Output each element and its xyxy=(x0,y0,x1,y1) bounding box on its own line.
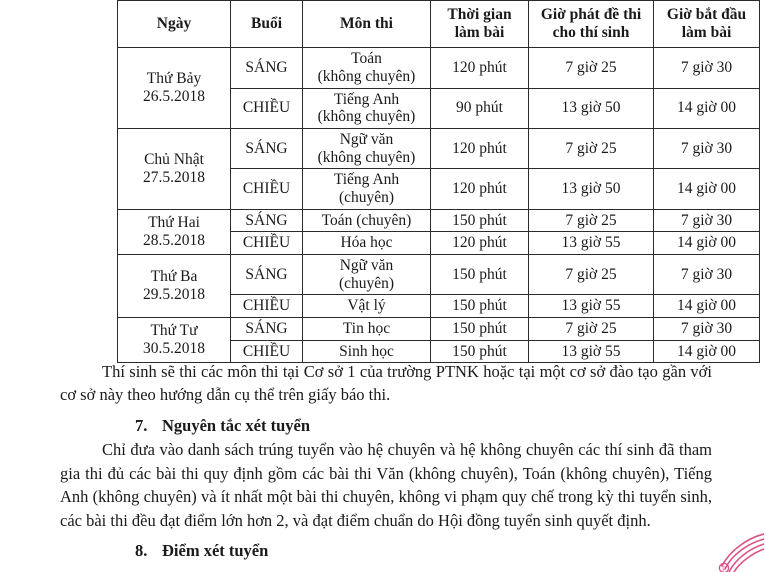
header-text-mon-thi: Môn thi xyxy=(340,15,393,32)
section-title-7: Nguyên tắc xét tuyển xyxy=(162,416,310,435)
session-cell: CHIỀU xyxy=(231,295,303,318)
session-cell: SÁNG xyxy=(231,254,303,294)
day-name: Thứ Tư xyxy=(150,322,197,339)
subject-cell xyxy=(303,88,431,128)
subject-qualifier: (chuyên) xyxy=(305,189,428,207)
day-cell xyxy=(118,128,231,209)
subject-main: Hóa học xyxy=(305,234,428,252)
header-text-gio-phat-line1: Giờ phát đề thi xyxy=(541,6,641,23)
start-time-cell: 14 giờ 00 xyxy=(654,169,760,209)
duration-cell: 120 phút xyxy=(431,128,529,168)
duration-cell: 120 phút xyxy=(431,169,529,209)
duration-cell: 150 phút xyxy=(431,340,529,363)
day-cell xyxy=(118,209,231,254)
subject-cell xyxy=(303,128,431,168)
start-time-cell: 7 giờ 30 xyxy=(654,48,760,88)
day-date: 30.5.2018 xyxy=(143,340,205,357)
duration-cell: 90 phút xyxy=(431,88,529,128)
start-time-cell: 7 giờ 30 xyxy=(654,317,760,340)
subject-main: Tiếng Anh xyxy=(305,171,428,189)
session-cell: CHIỀU xyxy=(231,340,303,363)
subject-qualifier: (không chuyên) xyxy=(305,68,428,86)
column-header-gio-phat-de xyxy=(529,1,654,48)
day-name: Thứ Hai xyxy=(148,214,200,231)
duration-cell: 150 phút xyxy=(431,209,529,232)
day-name: Chủ Nhật xyxy=(144,151,204,168)
paper-handout-time-cell: 13 giờ 50 xyxy=(529,88,654,128)
day-date: 26.5.2018 xyxy=(143,88,205,105)
header-text-thoi-gian-line2: làm bài xyxy=(455,24,505,41)
table-row xyxy=(118,48,760,88)
paper-handout-time-cell: 13 giờ 55 xyxy=(529,340,654,363)
subject-main: Toán (chuyên) xyxy=(305,212,428,230)
subject-cell xyxy=(303,169,431,209)
paper-handout-time-cell: 7 giờ 25 xyxy=(529,209,654,232)
subject-main: Tin học xyxy=(305,320,428,338)
day-name: Thứ Ba xyxy=(151,268,198,285)
column-header-buoi xyxy=(231,1,303,48)
paper-handout-time-cell: 13 giờ 50 xyxy=(529,169,654,209)
paper-handout-time-cell: 7 giờ 25 xyxy=(529,128,654,168)
paper-handout-time-cell: 7 giờ 25 xyxy=(529,254,654,294)
section-number-8: 8. xyxy=(135,539,162,562)
subject-main: Tiếng Anh xyxy=(305,91,428,109)
table-row xyxy=(118,317,760,340)
section-number-7: 7. xyxy=(135,414,162,437)
header-text-ngay: Ngày xyxy=(157,15,191,32)
duration-cell: 150 phút xyxy=(431,317,529,340)
section-7-paragraph: Chỉ đưa vào danh sách trúng tuyển vào hệ chuyên và hệ không chuyên các thí sinh đã tham gia thi đủ các bài thi quy định gồm các bài thi Văn (không chuyên), Toán (không chuyên), Tiếng Anh (không chuyên) và ít nhất một bài thi chuyên, không vi phạm quy chế trong kỳ thi tuyển sinh, các bài thi đều đạt điểm lớn hơn 2, và đạt điểm chuẩn do Hội đồng tuyển sinh quyết định. xyxy=(60,438,712,532)
exam-location-paragraph: Thí sinh sẽ thi các môn thi tại Cơ sở 1 của trường PTNK hoặc tại một cơ sở đào tạo gần với cơ sở này theo hướng dẫn cụ thể trên giấy báo thi. xyxy=(60,360,712,407)
header-text-buoi: Buổi xyxy=(251,15,282,32)
session-cell: CHIỀU xyxy=(231,169,303,209)
table-row xyxy=(118,254,760,294)
session-cell: SÁNG xyxy=(231,317,303,340)
start-time-cell: 7 giờ 30 xyxy=(654,128,760,168)
subject-main: Ngữ văn xyxy=(305,131,428,149)
subject-main: Ngữ văn xyxy=(305,257,428,275)
svg-text:P: P xyxy=(722,566,726,572)
duration-cell: 150 phút xyxy=(431,254,529,294)
session-cell: CHIỀU xyxy=(231,88,303,128)
exam-schedule-table-container xyxy=(117,0,739,363)
day-date: 29.5.2018 xyxy=(143,286,205,303)
session-cell: SÁNG xyxy=(231,128,303,168)
subject-cell xyxy=(303,295,431,318)
session-cell: SÁNG xyxy=(231,48,303,88)
table-body xyxy=(118,48,760,363)
day-date: 27.5.2018 xyxy=(143,169,205,186)
header-text-gio-phat-line2: cho thí sinh xyxy=(553,24,630,41)
header-text-thoi-gian-line1: Thời gian xyxy=(447,6,511,23)
paper-handout-time-cell: 7 giờ 25 xyxy=(529,48,654,88)
subject-qualifier: (chuyên) xyxy=(305,275,428,293)
header-text-gio-batdau-line2: làm bài xyxy=(682,24,732,41)
day-name: Thứ Bảy xyxy=(147,70,201,87)
column-header-thoi-gian xyxy=(431,1,529,48)
column-header-ngay xyxy=(118,1,231,48)
subject-qualifier: (không chuyên) xyxy=(305,108,428,126)
subject-cell xyxy=(303,317,431,340)
start-time-cell: 14 giờ 00 xyxy=(654,340,760,363)
paper-handout-time-cell: 13 giờ 55 xyxy=(529,232,654,255)
start-time-cell: 14 giờ 00 xyxy=(654,295,760,318)
paper-handout-time-cell: 13 giờ 55 xyxy=(529,295,654,318)
section-title-8: Điểm xét tuyển xyxy=(162,541,268,560)
document-body-text xyxy=(60,360,712,563)
duration-cell: 150 phút xyxy=(431,295,529,318)
subject-main: Toán xyxy=(305,50,428,68)
section-heading-8 xyxy=(60,539,712,562)
start-time-cell: 7 giờ 30 xyxy=(654,209,760,232)
day-cell xyxy=(118,317,231,362)
session-cell: CHIỀU xyxy=(231,232,303,255)
session-cell: SÁNG xyxy=(231,209,303,232)
start-time-cell: 14 giờ 00 xyxy=(654,232,760,255)
subject-main: Vật lý xyxy=(305,297,428,315)
subject-cell xyxy=(303,209,431,232)
section-heading-7 xyxy=(60,414,712,437)
header-text-gio-batdau-line1: Giờ bắt đầu xyxy=(667,6,746,23)
subject-qualifier: (không chuyên) xyxy=(305,149,428,167)
table-row xyxy=(118,128,760,168)
day-cell xyxy=(118,48,231,129)
subject-cell xyxy=(303,232,431,255)
paper-handout-time-cell: 7 giờ 25 xyxy=(529,317,654,340)
subject-cell xyxy=(303,254,431,294)
day-date: 28.5.2018 xyxy=(143,232,205,249)
start-time-cell: 14 giờ 00 xyxy=(654,88,760,128)
subject-cell xyxy=(303,48,431,88)
exam-schedule-table xyxy=(117,0,760,363)
day-cell xyxy=(118,254,231,317)
column-header-mon-thi xyxy=(303,1,431,48)
start-time-cell: 7 giờ 30 xyxy=(654,254,760,294)
table-row xyxy=(118,209,760,232)
duration-cell: 120 phút xyxy=(431,48,529,88)
table-header-row xyxy=(118,1,760,48)
subject-main: Sinh học xyxy=(305,343,428,361)
column-header-gio-bat-dau xyxy=(654,1,760,48)
duration-cell: 120 phút xyxy=(431,232,529,255)
